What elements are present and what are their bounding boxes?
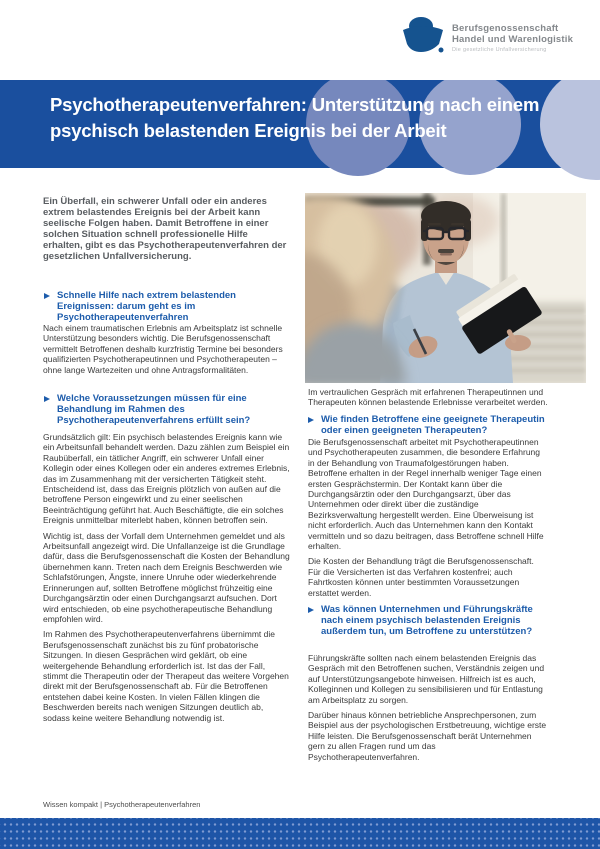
logo-text bbox=[452, 14, 573, 54]
paragraph: Wichtig ist, dass der Vorfall dem Unternehmen gemeldet und als Arbeitsunfall angezeigt wird. Die Unfallanzeige ist die Grundlage dafür, dass die Berufsgenossenschaft die Kosten der Behandlung übernehmen kann. Treten nach dem Ereignis Beschwerden wie Schlafstörungen, Ängste, innere Unruhe oder wiederkehrende Erinnerungen auf, sollten Betroffene möglichst frühzeitig eine Durchgangsärztin oder einen Durchgangsarzt aufsuchen. Dort wird entschieden, ob eine psychotherapeutische Behandlung empfohlen wird. bbox=[43, 530, 290, 624]
logo-line-1: Berufsgenossenschaft bbox=[452, 23, 559, 34]
arrow-bullet-icon bbox=[308, 607, 314, 613]
paragraph: Im Rahmen des Psychotherapeutenverfahrens übernimmt die Berufsgenossenschaft zunächst bis zu fünf probatorische Sitzungen. In diesen Gesprächen wird geklärt, ob eine weitergehende Behandlung erforderlich ist. Ist das der Fall, stimmt die Therapeutin oder der Therapeut das weitere Vorgehen direkt mit der Berufsgenossenschaft ab. Für die Betroffenen entstehen dabei keine Kosten. In vielen Fällen klingen die Beschwerden bereits nach wenigen Sitzungen deutlich ab, sodass keine weitere Behandlung notwendig ist. bbox=[43, 629, 289, 723]
arrow-bullet-icon bbox=[44, 293, 50, 299]
paragraph: Die Kosten der Behandlung trägt die Berufsgenossenschaft. Für die Versicherten ist das Verfahren kostenfrei; auch Fahrtkosten können unter bestimmten Voraussetzungen erstattet werden. bbox=[308, 556, 534, 598]
arrow-bullet-icon bbox=[44, 396, 50, 402]
page-title-line-2: psychisch belastenden Ereignis bei der Arbeit bbox=[50, 120, 447, 141]
man-hair bbox=[421, 201, 471, 231]
arrow-bullet-icon bbox=[308, 417, 314, 423]
section-heading-requirements: Welche Voraussetzungen müssen für eine Behandlung im Rahmen des Psychotherapeutenverfahrens erfüllt sein? bbox=[57, 394, 289, 426]
logo-line-3: Die gesetzliche Unfallversicherung bbox=[452, 47, 547, 53]
photo-consultation bbox=[305, 193, 586, 383]
section-heading-benefits: Schnelle Hilfe nach extrem belastenden Ereignissen: darum geht es im Psychotherapeutenverfahren bbox=[57, 291, 288, 323]
paragraph: Führungskräfte sollten nach einem belastenden Ereignis das Gespräch mit den Betroffenen suchen, Verständnis zeigen und auf Unterstützungsangebote hinweisen. Hilfreich ist es auch, Kolleginnen und Kollegen zu sensibilisieren und für Entlastung am Arbeitsplatz zu sorgen. bbox=[308, 653, 545, 705]
section-heading-find-therapist: Wie finden Betroffene eine geeignete Therapeutin oder einen geeigneten Therapeuten? bbox=[321, 415, 549, 437]
page-title-line-1: Psychotherapeutenverfahren: Unterstützung nach einem bbox=[50, 94, 540, 115]
man-hand-right bbox=[505, 335, 531, 351]
paragraph: Grundsätzlich gilt: Ein psychisch belastendes Ereignis kann wie ein Arbeitsunfall behandelt werden. Dazu zählen zum Beispiel ein Raubüberfall, ein tätlicher Angriff, ein schwerer Unfall einer Kollegin oder eines Kollegen oder ein anderes extremes Erlebnis, das im Zusammenhang mit der versicherten Tätigkeit steht. Entscheidend ist, dass das Ereignis plötzlich von außen auf die betroffene Person eingewirkt und zu einer seelischen Beeinträchtigung geführt hat. Auch Beschäftigte, die ein solches Ereignis unmittelbar miterlebt haben, können betroffen sein. bbox=[43, 432, 290, 526]
organisation-logo bbox=[401, 14, 573, 67]
footer-dot-band bbox=[0, 818, 600, 849]
paragraph: Die Berufsgenossenschaft arbeitet mit Psychotherapeutinnen und Psychotherapeuten zusammen, die besondere Erfahrung in der Behandlung von Traumafolgestörungen haben. Betroffene erhalten in der Regel innerhalb weniger Tage einen ersten Gesprächstermin. Der Kontakt kann über die Durchgangsärztin oder den Durchgangsarzt, über das Unternehmen oder direkt über die zuständige Bezirksverwaltung hergestellt werden. Eine Überweisung ist nicht erforderlich. Auch das Unternehmen kann den Kontakt vermitteln und so dazu beitragen, dass Betroffene schnell Hilfe erhalten. bbox=[308, 437, 544, 552]
page-title bbox=[50, 92, 539, 144]
section-heading-support: Was können Unternehmen und Führungskräfte nach einem psychisch belastenden Ereignis außerdem tun, um Betroffene zu unterstützen? bbox=[321, 605, 549, 637]
paragraph: Darüber hinaus können betriebliche Ansprechpersonen, zum Beispiel aus der psychologischen Erstbetreuung, wichtige erste Hilfe leisten. Die Berufsgenossenschaft berät Unternehmen gern zu allen Fragen rund um das Psychotherapeutenverfahren. bbox=[308, 710, 547, 762]
logo-figure-icon bbox=[401, 14, 445, 67]
support-text bbox=[308, 653, 548, 767]
find-therapist-text bbox=[308, 437, 548, 603]
paragraph-benefits: Nach einem traumatischen Erlebnis am Arbeitsplatz ist schnelle Unterstützung besonders wichtig. Die Berufsgenossenschaft vermittelt Betroffenen deshalb kurzfristig Termine bei besonders qualifizierten Psychotherapeutinnen und Psychotherapeuten – ohne lange Wartezeiten und ohne Antragsformalitäten. bbox=[43, 323, 283, 375]
logo-line-2: Handel und Warenlogistik bbox=[452, 34, 574, 45]
footnote: Wissen kompakt | Psychotherapeutenverfahren bbox=[43, 800, 201, 809]
photo-caption: Im vertraulichen Gespräch mit erfahrenen Therapeutinnen und Therapeuten können belastende Erlebnisse verarbeitet werden. bbox=[308, 387, 548, 408]
intro-paragraph: Ein Überfall, ein schwerer Unfall oder ein anderes extrem belastendes Ereignis bei der Arbeit kann seelische Folgen haben. Damit Betroffene in einer solchen Situation schnell professionelle Hilfe erhalten, gibt es das Psychotherapeutenverfahren der gesetzlichen Unfallversicherung. bbox=[43, 196, 287, 262]
requirements-text bbox=[43, 432, 290, 728]
